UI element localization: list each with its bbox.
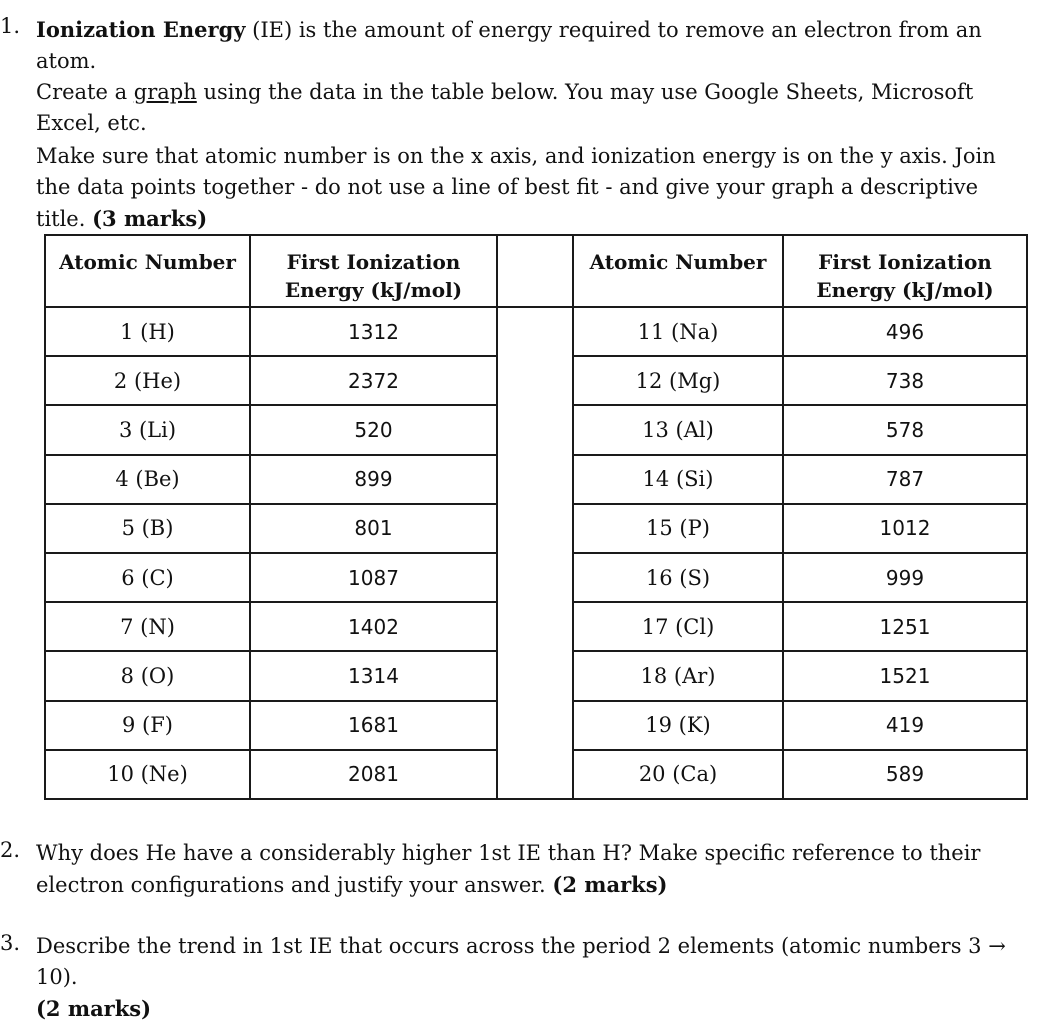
axes-instruction-text: Make sure that atomic number is on the x axis, and ionization energy is on the y axis. Join the data points together - do not use a line of best fit - and give your graph a descriptive title. [36,144,996,231]
atomic-number-cell: 12 (Mg) [573,356,783,405]
ionization-energy-cell: 2081 [250,750,497,799]
table-gap-cell [497,651,573,700]
header-ionization-energy-1 [250,235,497,307]
ionization-energy-cell: 801 [250,504,497,553]
atomic-number-cell: 19 (K) [573,701,783,750]
atomic-number-cell: 1 (H) [45,307,250,356]
question-2-number: 2. [0,838,21,862]
question-3-number: 3. [0,931,21,955]
atomic-number-cell: 14 (Si) [573,455,783,504]
ionization-energy-cell: 589 [783,750,1027,799]
ionization-energy-cell: 1521 [783,651,1027,700]
table-row [45,701,1027,750]
instruction-text-b: using the data in the table below. You may use Google Sheets, Microsoft Excel, etc. [36,80,974,135]
question-1-instruction-graph [36,77,1026,139]
header-atomic-number-2: Atomic Number [573,235,783,307]
ionization-energy-cell: 1402 [250,602,497,651]
atomic-number-cell: 15 (P) [573,504,783,553]
table-row [45,405,1027,454]
ionization-energy-table [44,234,1028,800]
table-row [45,750,1027,799]
question-3-prompt: Describe the trend in 1st IE that occurs across the period 2 elements (atomic numbers 3 → 10). [36,934,1006,989]
table-gap-cell [497,701,573,750]
header-ionization-energy-2-text: First Ionization Energy (kJ/mol) [816,250,994,302]
ionization-energy-cell: 496 [783,307,1027,356]
question-1-instruction-axes [36,141,1016,235]
question-2-marks: (2 marks) [552,872,668,897]
ionization-energy-cell: 419 [783,701,1027,750]
atomic-number-cell: 2 (He) [45,356,250,405]
ionization-energy-cell: 520 [250,405,497,454]
ie-definition: (IE) is the amount of energy required to remove an electron from an atom. [36,18,982,73]
atomic-number-cell: 9 (F) [45,701,250,750]
ionization-energy-cell: 1681 [250,701,497,750]
atomic-number-cell: 5 (B) [45,504,250,553]
header-ionization-energy-2 [783,235,1027,307]
table-gap-cell [497,405,573,454]
table-gap-column [497,235,573,307]
table-row [45,307,1027,356]
atomic-number-cell: 18 (Ar) [573,651,783,700]
atomic-number-cell: 4 (Be) [45,455,250,504]
instruction-text-a: Create a [36,80,134,104]
atomic-number-cell: 8 (O) [45,651,250,700]
table-row [45,356,1027,405]
table-row [45,504,1027,553]
atomic-number-cell: 13 (Al) [573,405,783,454]
table-gap-cell [497,750,573,799]
question-3-text [36,931,1016,1025]
ionization-energy-cell: 738 [783,356,1027,405]
table-gap-cell [497,307,573,356]
ionization-energy-cell: 1251 [783,602,1027,651]
table-header-row [45,235,1027,307]
atomic-number-cell: 16 (S) [573,553,783,602]
ionization-energy-cell: 2372 [250,356,497,405]
question-2-text [36,838,1006,901]
ionization-energy-cell: 1314 [250,651,497,700]
question-1-marks: (3 marks) [92,206,208,231]
table-gap-cell [497,553,573,602]
atomic-number-cell: 7 (N) [45,602,250,651]
ionization-energy-term: Ionization Energy [36,17,246,42]
table-row [45,455,1027,504]
atomic-number-cell: 20 (Ca) [573,750,783,799]
header-ionization-energy-1-text: First Ionization Energy (kJ/mol) [284,250,463,302]
ionization-energy-cell: 999 [783,553,1027,602]
ionization-energy-cell: 899 [250,455,497,504]
question-1-title [36,14,1026,77]
atomic-number-cell: 17 (Cl) [573,602,783,651]
ionization-energy-cell: 1012 [783,504,1027,553]
ionization-energy-cell: 787 [783,455,1027,504]
table-gap-cell [497,356,573,405]
table-row [45,651,1027,700]
header-atomic-number-1: Atomic Number [45,235,250,307]
question-1-number: 1. [0,14,21,38]
table-gap-cell [497,504,573,553]
ionization-energy-cell: 578 [783,405,1027,454]
table-row [45,553,1027,602]
table-row [45,602,1027,651]
question-2-prompt: Why does He have a considerably higher 1st IE than H? Make specific reference to their electron configurations and justify your answer. [36,841,981,897]
atomic-number-cell: 6 (C) [45,553,250,602]
atomic-number-cell: 3 (Li) [45,405,250,454]
question-3-marks: (2 marks) [36,996,152,1021]
table-gap-cell [497,455,573,504]
ionization-energy-cell: 1312 [250,307,497,356]
graph-link[interactable]: graph [133,80,197,104]
table-gap-cell [497,602,573,651]
atomic-number-cell: 10 (Ne) [45,750,250,799]
ionization-energy-cell: 1087 [250,553,497,602]
atomic-number-cell: 11 (Na) [573,307,783,356]
